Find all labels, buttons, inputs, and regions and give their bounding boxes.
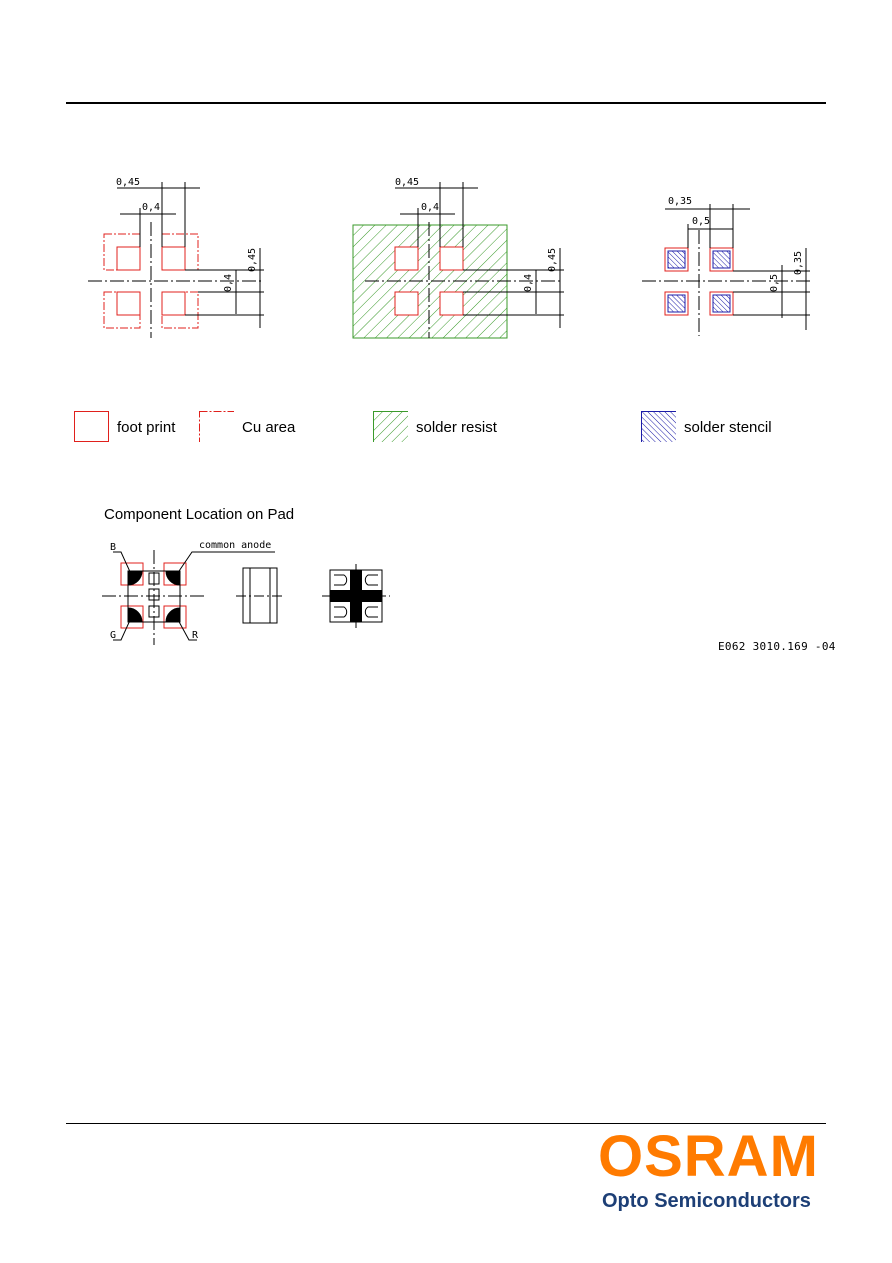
foot-print-pad xyxy=(162,247,185,270)
stencil-aperture xyxy=(713,251,730,268)
dim-outer-height: 0,35 xyxy=(793,250,804,275)
dim-inner-width: 0,4 xyxy=(421,202,440,213)
solder-stencil-swatch xyxy=(641,411,676,442)
osram-logo: OSRAM xyxy=(598,1124,819,1189)
dim-inner-width: 0,4 xyxy=(142,202,161,213)
solder-stencil-view xyxy=(642,204,810,336)
drawing-number: E062 3010.169 -04 xyxy=(718,640,836,653)
resist-opening xyxy=(395,247,418,270)
dim-outer-width: 0,45 xyxy=(116,177,141,188)
pin-b-label: B xyxy=(110,542,117,553)
resist-opening xyxy=(440,247,463,270)
solder-stencil-label: solder stencil xyxy=(684,419,772,436)
cu-area-pad xyxy=(162,292,198,328)
solder-resist-view xyxy=(353,182,564,338)
foot-print-pad xyxy=(117,247,140,270)
cu-area-pad xyxy=(104,234,140,270)
cu-area-label: Cu area xyxy=(242,419,296,436)
pin-r-label: R xyxy=(192,630,199,641)
osram-logo-subtitle: Opto Semiconductors xyxy=(602,1190,811,1212)
dim-inner-height: 0,5 xyxy=(769,273,780,292)
cu-area-pad xyxy=(104,292,140,328)
component-location-title: Component Location on Pad xyxy=(104,506,295,523)
dim-inner-height: 0,4 xyxy=(523,273,534,292)
component-location-diagram xyxy=(102,550,390,645)
stencil-aperture xyxy=(713,295,730,312)
dim-inner-height: 0,4 xyxy=(223,273,234,292)
component-location-labels xyxy=(110,540,271,641)
dim-inner-width: 0,5 xyxy=(692,216,711,227)
pin-g-label: G xyxy=(110,630,117,641)
stencil-aperture xyxy=(668,251,685,268)
foot-print-pad xyxy=(117,292,140,315)
common-anode-label: common anode xyxy=(199,540,272,551)
dim-outer-width: 0,35 xyxy=(668,196,693,207)
foot-print-label: foot print xyxy=(117,419,176,436)
stencil-aperture xyxy=(668,295,685,312)
foot-print-pad xyxy=(162,292,185,315)
cu-area-swatch xyxy=(199,411,234,442)
resist-opening xyxy=(395,292,418,315)
dim-outer-width: 0,45 xyxy=(395,177,420,188)
foot-print-swatch xyxy=(74,411,109,442)
cu-area-pad xyxy=(162,234,198,270)
solder-resist-label: solder resist xyxy=(416,419,497,436)
solder-resist-swatch xyxy=(373,411,408,442)
resist-opening xyxy=(440,292,463,315)
footprint-view xyxy=(88,182,264,338)
dim-outer-height: 0,45 xyxy=(547,247,558,272)
dim-outer-height: 0,45 xyxy=(247,247,258,272)
